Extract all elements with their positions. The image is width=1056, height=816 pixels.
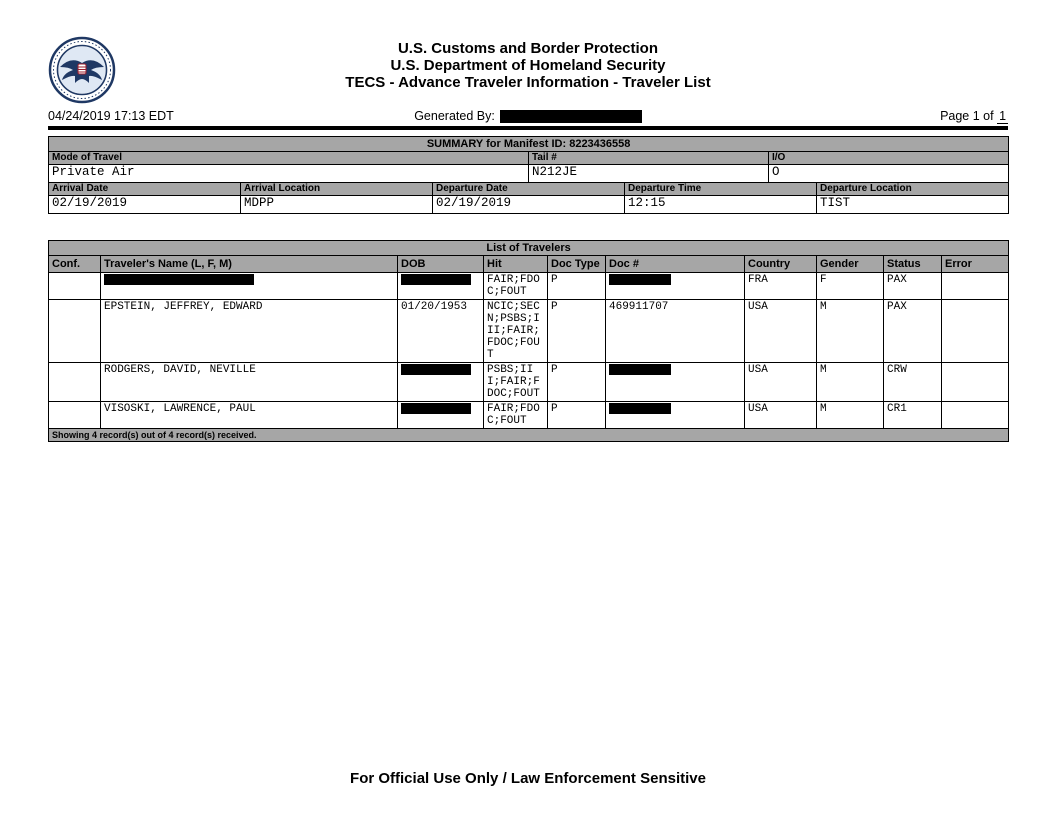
cell-error	[942, 273, 1009, 300]
summary-label-arrival-date: Arrival Date	[49, 183, 241, 196]
col-header-gender: Gender	[817, 256, 884, 273]
page-indicator-prefix: Page 1 of	[940, 109, 994, 123]
col-header-hit: Hit	[484, 256, 548, 273]
cell-error	[942, 363, 1009, 402]
cell-status: CRW	[884, 363, 942, 402]
summary-value-arrival-location: MDPP	[241, 196, 433, 214]
col-header-country: Country	[745, 256, 817, 273]
generated-by-label: Generated By:	[414, 109, 495, 123]
col-header-error: Error	[942, 256, 1009, 273]
cell-doc-type: P	[548, 273, 606, 300]
traveler-row	[49, 300, 1009, 363]
name-redaction-bar	[104, 274, 254, 285]
summary-label-departure-date: Departure Date	[433, 183, 625, 196]
doc-number-redaction-bar	[609, 403, 671, 414]
report-page	[48, 0, 1008, 442]
doc-number-redaction-bar	[609, 274, 671, 285]
cell-country: USA	[745, 363, 817, 402]
cell-name	[101, 273, 398, 300]
agency-title-line1: U.S. Customs and Border Protection	[397, 40, 659, 57]
cell-dob: 01/20/1953	[398, 300, 484, 363]
cell-dob	[398, 273, 484, 300]
cell-gender: F	[817, 273, 884, 300]
cell-country: USA	[745, 402, 817, 429]
cell-hit: PSBS;III;FAIR;FDOC;FOUT	[484, 363, 548, 402]
travelers-table	[48, 240, 1009, 442]
cell-conf	[49, 363, 101, 402]
cell-doc-type: P	[548, 300, 606, 363]
cell-doc-number	[606, 273, 745, 300]
summary-label-mode-of-travel: Mode of Travel	[49, 152, 529, 165]
cell-gender: M	[817, 402, 884, 429]
summary-value-departure-location: TIST	[817, 196, 1009, 214]
summary-value-arrival-date: 02/19/2019	[49, 196, 241, 214]
doc-number-redaction-bar	[609, 364, 671, 375]
cell-status: CR1	[884, 402, 942, 429]
dhs-seal-icon	[48, 36, 116, 104]
cell-doc-number	[606, 402, 745, 429]
summary-value-io: O	[769, 165, 1009, 183]
cell-status: PAX	[884, 273, 942, 300]
cell-doc-type: P	[548, 402, 606, 429]
col-header-doc-type: Doc Type	[548, 256, 606, 273]
cell-name: VISOSKI, LAWRENCE, PAUL	[101, 402, 398, 429]
page-indicator	[642, 109, 1008, 123]
cell-error	[942, 402, 1009, 429]
classification-footer: For Official Use Only / Law Enforcement Sensitive	[350, 770, 706, 787]
cell-doc-type: P	[548, 363, 606, 402]
cell-name: EPSTEIN, JEFFREY, EDWARD	[101, 300, 398, 363]
cell-doc-number: 469911707	[606, 300, 745, 363]
generated-by-redaction-bar	[500, 110, 642, 123]
report-timestamp: 04/24/2019 17:13 EDT	[48, 109, 174, 123]
summary-table	[48, 136, 1009, 214]
title-block	[116, 34, 1008, 104]
cell-dob	[398, 402, 484, 429]
cell-conf	[49, 402, 101, 429]
summary-value-tail-number: N212JE	[529, 165, 769, 183]
summary-label-io: I/O	[769, 152, 1009, 165]
info-row	[48, 108, 1008, 124]
cell-hit: FAIR;FDOC;FOUT	[484, 273, 548, 300]
page-number: 1	[999, 109, 1007, 123]
cell-dob	[398, 363, 484, 402]
travelers-header-row	[49, 256, 1009, 273]
cell-name: RODGERS, DAVID, NEVILLE	[101, 363, 398, 402]
summary-label-arrival-location: Arrival Location	[241, 183, 433, 196]
col-header-doc-number: Doc #	[606, 256, 745, 273]
summary-label-departure-time: Departure Time	[625, 183, 817, 196]
record-count-bar: Showing 4 record(s) out of 4 record(s) received.	[49, 429, 1009, 442]
cell-country: FRA	[745, 273, 817, 300]
summary-value-mode-of-travel: Private Air	[49, 165, 529, 183]
agency-title-line2: U.S. Department of Homeland Security	[390, 57, 666, 74]
cell-error	[942, 300, 1009, 363]
traveler-row	[49, 363, 1009, 402]
report-title: TECS - Advance Traveler Information - Traveler List	[345, 74, 711, 91]
cell-conf	[49, 273, 101, 300]
dob-redaction-bar	[401, 274, 471, 285]
summary-value-departure-date: 02/19/2019	[433, 196, 625, 214]
cell-status: PAX	[884, 300, 942, 363]
summary-value-departure-time: 12:15	[625, 196, 817, 214]
cell-country: USA	[745, 300, 817, 363]
cell-hit: FAIR;FDOC;FOUT	[484, 402, 548, 429]
traveler-row	[49, 402, 1009, 429]
col-header-dob: DOB	[398, 256, 484, 273]
col-header-conf: Conf.	[49, 256, 101, 273]
cell-conf	[49, 300, 101, 363]
col-header-name: Traveler's Name (L, F, M)	[101, 256, 398, 273]
header-divider-rule	[48, 126, 1008, 130]
cell-doc-number	[606, 363, 745, 402]
summary-label-tail-number: Tail #	[529, 152, 769, 165]
cell-hit: NCIC;SECN;PSBS;III;FAIR;FDOC;FOUT	[484, 300, 548, 363]
cell-gender: M	[817, 363, 884, 402]
dob-redaction-bar	[401, 364, 471, 375]
summary-label-departure-location: Departure Location	[817, 183, 1009, 196]
col-header-status: Status	[884, 256, 942, 273]
travelers-title-bar: List of Travelers	[49, 241, 1009, 256]
summary-title-bar: SUMMARY for Manifest ID: 8223436558	[49, 137, 1009, 152]
traveler-row	[49, 273, 1009, 300]
generated-by	[414, 109, 642, 123]
cell-gender: M	[817, 300, 884, 363]
dob-redaction-bar	[401, 403, 471, 414]
report-header	[48, 34, 1008, 104]
